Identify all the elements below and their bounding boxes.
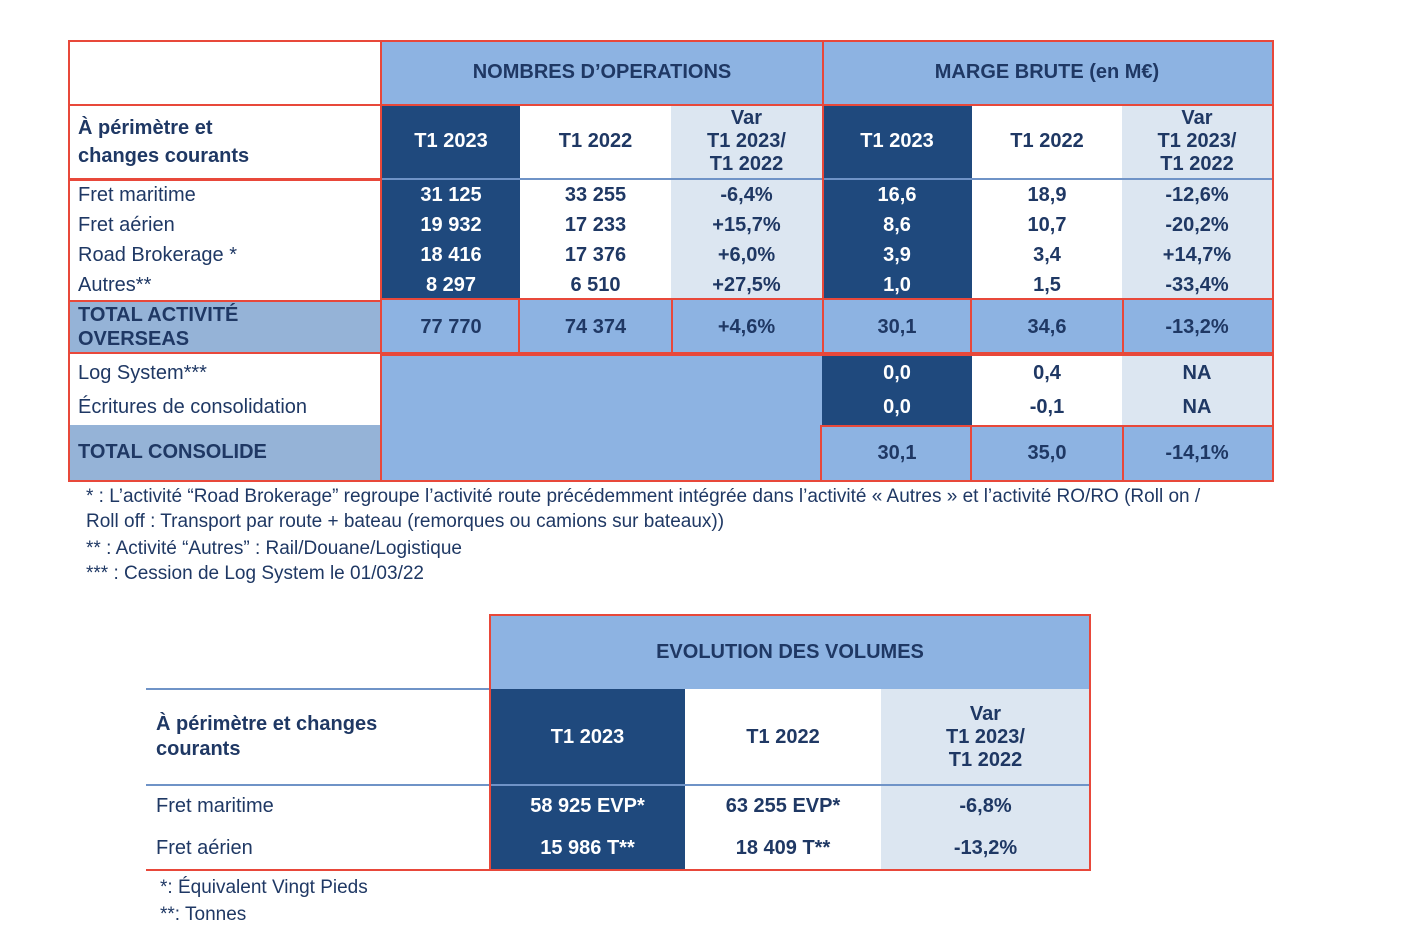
table-cell: -13,2%: [881, 826, 1090, 870]
divider: [146, 688, 490, 690]
table-cell: 0,0: [822, 356, 972, 390]
table-cell: +15,7%: [671, 210, 822, 240]
row-header-label: [70, 104, 382, 179]
total-cell: 30,1: [822, 427, 972, 480]
total-cell: -13,2%: [1122, 300, 1272, 354]
row-label: Écritures de consolidation: [78, 396, 308, 418]
table-cell: 0,4: [972, 356, 1122, 390]
total-cell: 30,1: [822, 300, 972, 354]
table-cell: 8 297: [382, 270, 520, 300]
table-cell: -12,6%: [1122, 180, 1272, 210]
col-header-margin-t1-2022: T1 2022: [972, 104, 1122, 179]
table-cell: 10,7: [972, 210, 1122, 240]
total-consolide-label: TOTAL CONSOLIDE: [70, 425, 382, 480]
table-cell: 33 255: [520, 180, 671, 210]
var-line: Var: [969, 702, 1002, 725]
row-label: Autres**: [78, 273, 152, 296]
var-line: T1 2023/: [1157, 130, 1237, 152]
table-cell: 18 416: [382, 240, 520, 270]
table-cell: 31 125: [382, 180, 520, 210]
row-label: Road Brokerage *: [78, 243, 237, 266]
table-cell: 3,9: [822, 240, 972, 270]
var-line: T1 2022: [948, 748, 1023, 771]
table-cell: 1,5: [972, 270, 1122, 300]
table-cell: 18,9: [972, 180, 1122, 210]
table-cell: 17 233: [520, 210, 671, 240]
table-cell: 58 925 EVP*: [490, 786, 685, 826]
total-overseas-label-line2: OVERSEAS: [78, 328, 190, 350]
row-header-label-line2: courants: [156, 738, 241, 760]
row-label: Fret aérien: [78, 213, 175, 236]
total-cell: 35,0: [972, 427, 1122, 480]
col-header-t1-2023: T1 2023: [490, 689, 685, 785]
row-label: Fret maritime: [78, 183, 196, 206]
footnote: *** : Cession de Log System le 01/03/22: [86, 563, 424, 584]
row-header-label-line1: À périmètre et changes: [156, 713, 378, 735]
table-cell: 63 255 EVP*: [685, 786, 881, 826]
group-header-volumes: EVOLUTION DES VOLUMES: [490, 615, 1090, 689]
table-cell: -33,4%: [1122, 270, 1272, 300]
group-header-operations: NOMBRES D’OPERATIONS: [382, 41, 822, 104]
total-cell: +4,6%: [671, 300, 822, 354]
table-cell: -6,8%: [881, 786, 1090, 826]
col-header-ops-var: [671, 104, 822, 179]
row-label: Log System***: [78, 361, 207, 384]
total-cell: 77 770: [382, 300, 520, 354]
total-overseas-label: [70, 300, 382, 354]
col-header-ops-t1-2023: T1 2023: [382, 104, 520, 179]
total-cell: 74 374: [520, 300, 671, 354]
table-cell: 6 510: [520, 270, 671, 300]
table-cell: +14,7%: [1122, 240, 1272, 270]
table-cell: +6,0%: [671, 240, 822, 270]
table-cell: 0,0: [822, 390, 972, 425]
table-cell: 18 409 T**: [685, 826, 881, 870]
row-label: Fret aérien: [156, 836, 253, 859]
footnote: * : L’activité “Road Brokerage” regroupe l’activité route précédemment intégrée dans l’activité « Autres » et l’activité RO/RO (Roll on /: [86, 486, 1201, 507]
var-line: Var: [1181, 107, 1213, 129]
col-header-var: [881, 689, 1090, 785]
row-header-label-line2: changes courants: [78, 144, 250, 167]
total-overseas-label-line1: TOTAL ACTIVITÉ: [78, 304, 239, 326]
table-cell: NA: [1122, 390, 1272, 425]
table-cell: 19 932: [382, 210, 520, 240]
var-line: T1 2023/: [707, 130, 786, 152]
var-line: T1 2022: [709, 153, 784, 175]
table-cell: -0,1: [972, 390, 1122, 425]
total-cell: 34,6: [972, 300, 1122, 354]
row-label: Fret maritime: [156, 794, 274, 817]
col-header-ops-t1-2022: T1 2022: [520, 104, 671, 179]
table-cell: 15 986 T**: [490, 826, 685, 870]
footnote: *: Équivalent Vingt Pieds: [160, 877, 368, 898]
table-cell: 1,0: [822, 270, 972, 300]
bottom-border: [146, 869, 1091, 871]
footnote: Roll off : Transport par route + bateau (remorques ou camions sur bateaux)): [86, 511, 725, 532]
var-line: Var: [730, 107, 763, 129]
table-cell: -6,4%: [671, 180, 822, 210]
row-header-label: [156, 690, 486, 784]
table-cell: 3,4: [972, 240, 1122, 270]
table-cell: +27,5%: [671, 270, 822, 300]
row-header-label-line1: À périmètre et: [78, 116, 213, 139]
table-cell: 8,6: [822, 210, 972, 240]
col-header-margin-t1-2023: T1 2023: [822, 104, 972, 179]
col-header-margin-var: [1122, 104, 1272, 179]
col-header-t1-2022: T1 2022: [685, 689, 881, 785]
table-cell: NA: [1122, 356, 1272, 390]
var-line: T1 2022: [1160, 153, 1234, 175]
table-cell: 17 376: [520, 240, 671, 270]
var-line: T1 2023/: [946, 725, 1025, 748]
empty-operations-block: [382, 354, 822, 480]
table-cell: -20,2%: [1122, 210, 1272, 240]
total-cell: -14,1%: [1122, 427, 1272, 480]
footnote: **: Tonnes: [160, 904, 247, 925]
table-cell: 16,6: [822, 180, 972, 210]
footnote: ** : Activité “Autres” : Rail/Douane/Logistique: [86, 538, 462, 559]
group-header-margin: MARGE BRUTE (en M€): [822, 41, 1272, 104]
